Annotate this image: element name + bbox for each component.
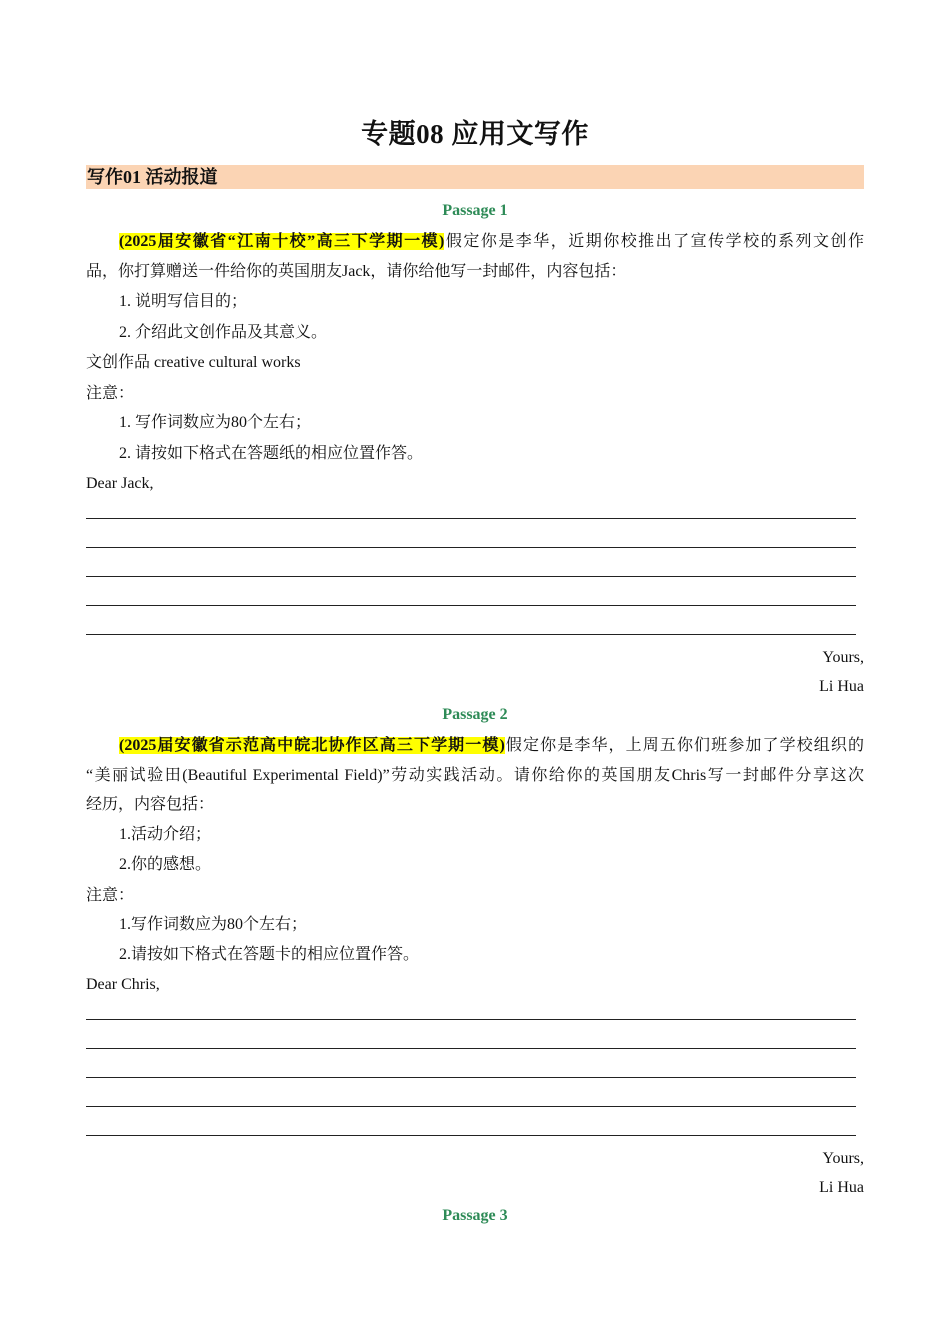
passage-1-vocab: 文创作品 creative cultural works bbox=[86, 354, 301, 371]
passage-1-greeting: Dear Jack, bbox=[86, 475, 154, 492]
passage-1-source: (2025届安徽省“江南十校”高三下学期一模) bbox=[119, 233, 445, 250]
passage-1-answer-line[interactable] bbox=[86, 605, 856, 606]
passage-2-answer-line[interactable] bbox=[86, 1077, 856, 1078]
passage-1-answer-line[interactable] bbox=[86, 576, 856, 577]
passage-1-item-2: 2. 介绍此文创作品及其意义。 bbox=[119, 324, 328, 341]
passage-2-answer-line[interactable] bbox=[86, 1019, 856, 1020]
passage-2-answer-line[interactable] bbox=[86, 1106, 856, 1107]
passage-1-prompt-line-2: 品，你打算赠送一件给你的英国朋友Jack，请你给他写一封邮件，内容包括： bbox=[86, 263, 627, 280]
passage-1-note-1: 1. 写作词数应为80个左右； bbox=[119, 414, 312, 431]
passage-1-closing: Yours, bbox=[822, 649, 864, 666]
passage-1-answer-line[interactable] bbox=[86, 634, 856, 635]
passage-2-prompt-line-3: 经历，内容包括： bbox=[86, 796, 215, 813]
passage-2-answer-line[interactable] bbox=[86, 1135, 856, 1136]
passage-2-answer-line[interactable] bbox=[86, 1048, 856, 1049]
passage-1-title: Passage 1 bbox=[442, 202, 508, 219]
passage-1-answer-line[interactable] bbox=[86, 547, 856, 548]
passage-2-note-2: 2.请按如下格式在答题卡的相应位置作答。 bbox=[119, 946, 420, 963]
passage-2-prompt-line-1 bbox=[119, 736, 864, 756]
passage-2-greeting: Dear Chris, bbox=[86, 976, 160, 993]
passage-1-prompt-line-1 bbox=[119, 232, 864, 252]
passage-2-title: Passage 2 bbox=[442, 706, 508, 723]
page-title: 专题08 应用文写作 bbox=[361, 119, 589, 149]
passage-2-item-2: 2.你的感想。 bbox=[119, 856, 212, 873]
passage-2-notes-label: 注意： bbox=[86, 887, 135, 904]
section-heading: 写作01 活动报道 bbox=[86, 165, 864, 189]
passage-2-prompt-line-2: “美丽试验田(Beautiful Experimental Field)”劳动实践活动。请你给你的英国朋友Chris写一封邮件分享这次 bbox=[86, 767, 864, 784]
passage-1-answer-line[interactable] bbox=[86, 518, 856, 519]
passage-2-prompt-first: 假定你是李华，上周五你们班参加了学校组织的 bbox=[504, 737, 864, 754]
passage-2-signature: Li Hua bbox=[819, 1179, 864, 1196]
passage-1-signature: Li Hua bbox=[819, 678, 864, 695]
passage-3-title: Passage 3 bbox=[442, 1207, 508, 1224]
passage-1-item-1: 1. 说明写信目的； bbox=[119, 293, 248, 310]
passage-2-item-1: 1.活动介绍； bbox=[119, 826, 212, 843]
passage-1-note-2: 2. 请按如下格式在答题纸的相应位置作答。 bbox=[119, 445, 424, 462]
passage-2-note-1: 1.写作词数应为80个左右； bbox=[119, 916, 308, 933]
passage-1-prompt-first: 假定你是李华，近期你校推出了宣传学校的系列文创作 bbox=[444, 233, 864, 250]
passage-2-source: (2025届安徽省示范高中皖北协作区高三下学期一模) bbox=[119, 737, 505, 754]
passage-2-closing: Yours, bbox=[822, 1150, 864, 1167]
passage-1-notes-label: 注意： bbox=[86, 385, 135, 402]
